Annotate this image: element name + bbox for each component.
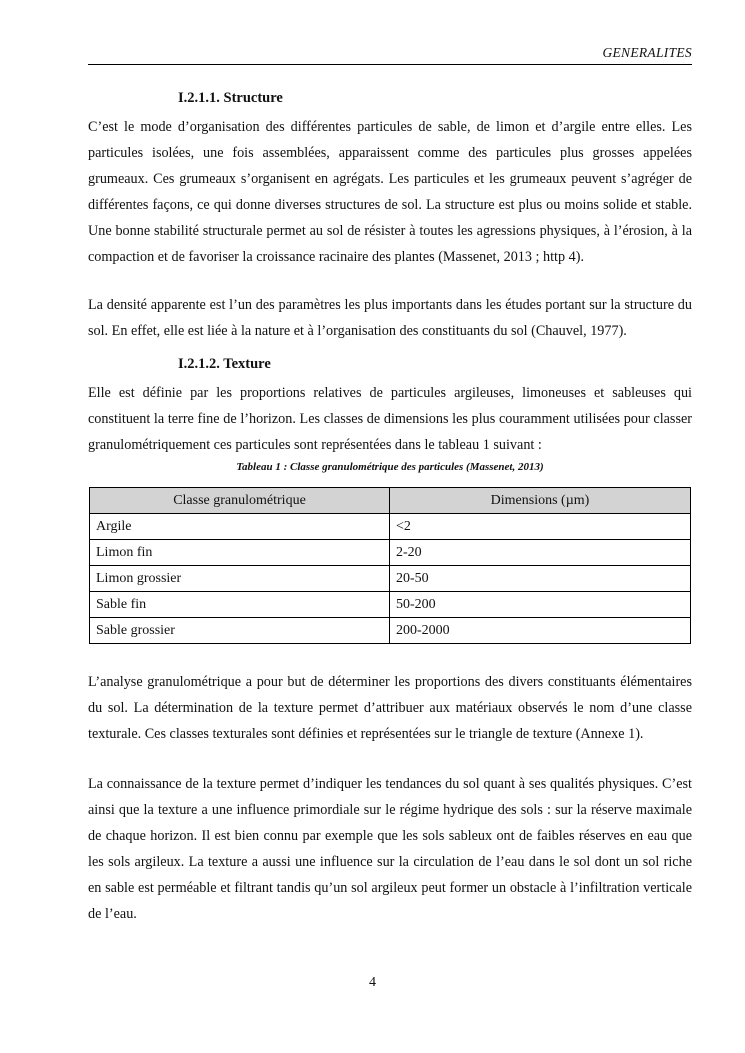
table-row: [90, 514, 691, 540]
texture-knowledge-paragraph: La connaissance de la texture permet d’indiquer les tendances du sol quant à ses qualités physiques. C’est ainsi que la texture a une influence primordiale sur le régime hydrique des sols : sur la réserve maximale de chaque horizon. Il est bien connu par exemple que les sols sableux ont de faibles réserves en eau que les sols argileux. La texture a aussi une influence sur la circulation de l’eau dans le sol dont un sol riche en sable est perméable et filtrant tandis qu’un sol argileux peut former un obstacle à l’infiltration verticale de l’eau.: [88, 776, 692, 922]
table-cell-dimension: 200-2000: [390, 618, 691, 644]
table-cell-class: Limon fin: [90, 540, 390, 566]
table-cell-class: Limon grossier: [90, 566, 390, 592]
table-cell-dimension: 2-20: [390, 540, 691, 566]
column-header-dimensions: Dimensions (µm): [390, 488, 691, 514]
granulometry-table: [89, 487, 691, 644]
page-header: [88, 42, 692, 65]
table-cell-dimension: 50-200: [390, 592, 691, 618]
analysis-paragraph: L’analyse granulométrique a pour but de déterminer les proportions des divers constituants élémentaires du sol. La détermination de la texture permet d’attribuer aux matériaux observés le nom d’une classe texturale. Ces classes texturales sont définies et représentées sur le triangle de texture (Annexe 1).: [88, 674, 692, 742]
header-title: GENERALITES: [602, 45, 692, 60]
table-cell-class: Argile: [90, 514, 390, 540]
table-header-row: [90, 488, 691, 514]
table-cell-class: Sable fin: [90, 592, 390, 618]
column-header-class: Classe granulométrique: [90, 488, 390, 514]
table-cell-dimension: 20-50: [390, 566, 691, 592]
table-caption: Tableau 1 : Classe granulométrique des particules (Massenet, 2013): [236, 461, 544, 473]
section-heading-structure: I.2.1.1. Structure: [178, 90, 283, 106]
table-row: [90, 592, 691, 618]
table-cell-dimension: <2: [390, 514, 691, 540]
texture-paragraph-1: Elle est définie par les proportions relatives de particules argileuses, limoneuses et sableuses qui constituent la terre fine de l’horizon. Les classes de dimensions les plus couramment utilisées pour classer granulométriquement ces particules sont représentées dans le tableau 1 suivant :: [88, 385, 692, 453]
table-row: [90, 540, 691, 566]
table-row: [90, 618, 691, 644]
table-cell-class: Sable grossier: [90, 618, 390, 644]
structure-paragraph-1: C’est le mode d’organisation des différentes particules de sable, de limon et d’argile entre elles. Les particules isolées, une fois assemblées, apparaissent comme des particules plus grosses appelées grumeaux. Ces grumeaux s’organisent en agrégats. Les particules et les grumeaux peuvent s’agréger de différentes façons, ce qui donne diverses structures de sol. La structure est plus ou moins solide et stable. Une bonne stabilité structurale permet au sol de résister à toutes les agressions physiques, à l’érosion, à la compaction et de favoriser la croissance racinaire des plantes (Massenet, 2013 ; http 4).: [88, 119, 692, 265]
table-row: [90, 566, 691, 592]
structure-paragraph-2: La densité apparente est l’un des paramètres les plus importants dans les études portant sur la structure du sol. En effet, elle est liée à la nature et à l’organisation des constituants du sol (Chauvel, 1977).: [88, 297, 692, 339]
section-heading-texture: I.2.1.2. Texture: [178, 356, 271, 372]
page-number: 4: [369, 975, 376, 990]
